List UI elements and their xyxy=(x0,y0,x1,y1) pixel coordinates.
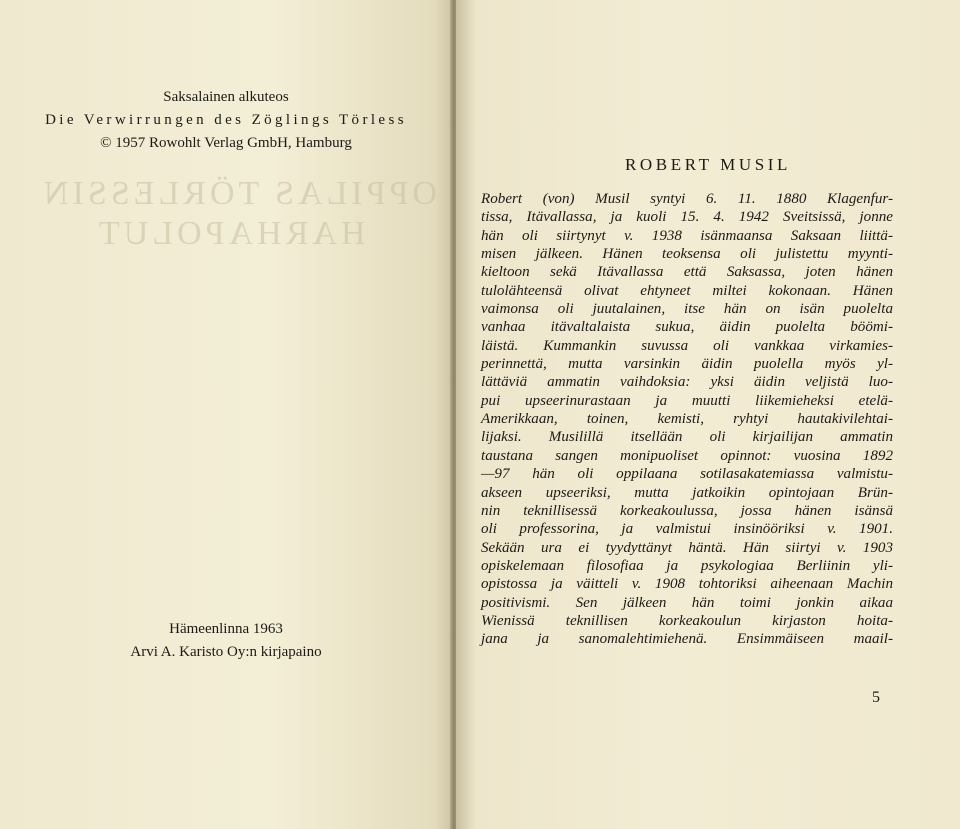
text-line: oli professorina, ja valmistui insinööriksi v. 1901. xyxy=(481,521,893,538)
original-title-label: Saksalainen alkuteos xyxy=(163,89,289,105)
text-line: kieltoon sekä Itävallassa että Saksassa, joten hänen xyxy=(481,264,893,281)
copyright-line: © 1957 Rowohlt Verlag GmbH, Hamburg xyxy=(100,135,352,151)
text-line: misen jälkeen. Hänen teoksensa oli julistettu myynti- xyxy=(481,246,893,263)
text-line: vanhaa itävaltalaista sukua, äidin puolelta böömi- xyxy=(481,319,893,336)
show-through-title: OPPILAS TÖRLESSIN xyxy=(40,175,438,212)
original-title: Die Verwirrungen des Zöglings Törless xyxy=(45,112,407,128)
printer-block xyxy=(0,618,452,664)
left-page xyxy=(0,0,452,829)
text-line: hän oli siirtynyt v. 1938 isänmaansa Saksaan liittä- xyxy=(481,227,893,244)
text-line: lijaksi. Musilillä itsellään oli kirjailijan ammatin xyxy=(481,429,893,446)
text-line: positivismi. Sen jälkeen hän toimi jonkin aikaa xyxy=(481,594,893,611)
text-line: Robert (von) Musil syntyi 6. 11. 1880 Klagenfur- xyxy=(481,191,893,207)
printing-city-year: Hämeenlinna 1963 xyxy=(169,621,283,637)
text-line: opistossa ja väitteli v. 1908 tohtoriksi aiheenaan Machin xyxy=(481,576,893,593)
text-line: tulolähteensä olivat ehtyneet miltei kokonaan. Hänen xyxy=(481,282,893,299)
text-line: —97 hän oli oppilaana sotilasakatemiassa valmistu- xyxy=(481,466,893,483)
text-line: akseen upseeriksi, mutta jatkoikin opintojaan Brün- xyxy=(481,484,893,501)
text-line: pui upseerinurastaan ja muutti liikemieheksi etelä- xyxy=(481,392,893,409)
printer-name: Arvi A. Karisto Oy:n kirjapaino xyxy=(130,644,322,660)
page-number: 5 xyxy=(872,689,880,706)
show-through-subtitle: HARHAPOLUT xyxy=(95,215,366,252)
text-line: Wienissä teknillisen korkeakoulun kirjaston hoita- xyxy=(481,612,893,629)
text-line: lättäviä ammatin vaihdoksia: yksi äidin veljistä luo- xyxy=(481,374,893,391)
text-line: jana ja sanomalehtimiehenä. Ensimmäiseen maail- xyxy=(481,631,893,648)
text-line: perinnettä, mutta varsinkin äidin puolella myös yl- xyxy=(481,356,893,373)
text-line: opiskelemaan filosofiaa ja psykologiaa Berliinin yli- xyxy=(481,557,893,574)
text-line: vaimonsa oli juutalainen, itse hän on isän puolelta xyxy=(481,301,893,318)
text-line: taustana sangen monipuoliset opinnot: vuosina 1892 xyxy=(481,447,893,464)
imprint-block xyxy=(0,86,452,155)
biography-text xyxy=(481,190,893,649)
text-line: tissa, Itävallassa, ja kuoli 15. 4. 1942 Sveitsissä, jonne xyxy=(481,209,893,226)
text-line: Sekään ura ei tyydyttänyt häntä. Hän siirtyi v. 1903 xyxy=(481,539,893,556)
author-heading: ROBERT MUSIL xyxy=(624,155,792,174)
text-line: läistä. Kummankin suvussa oli vankkaa virkamies- xyxy=(481,337,893,354)
text-line: nin teknillisessä korkeakoulussa, jossa hänen isänsä xyxy=(481,502,893,519)
text-line: Amerikkaan, toinen, kemisti, ryhtyi hautakivilehtai- xyxy=(481,411,893,428)
